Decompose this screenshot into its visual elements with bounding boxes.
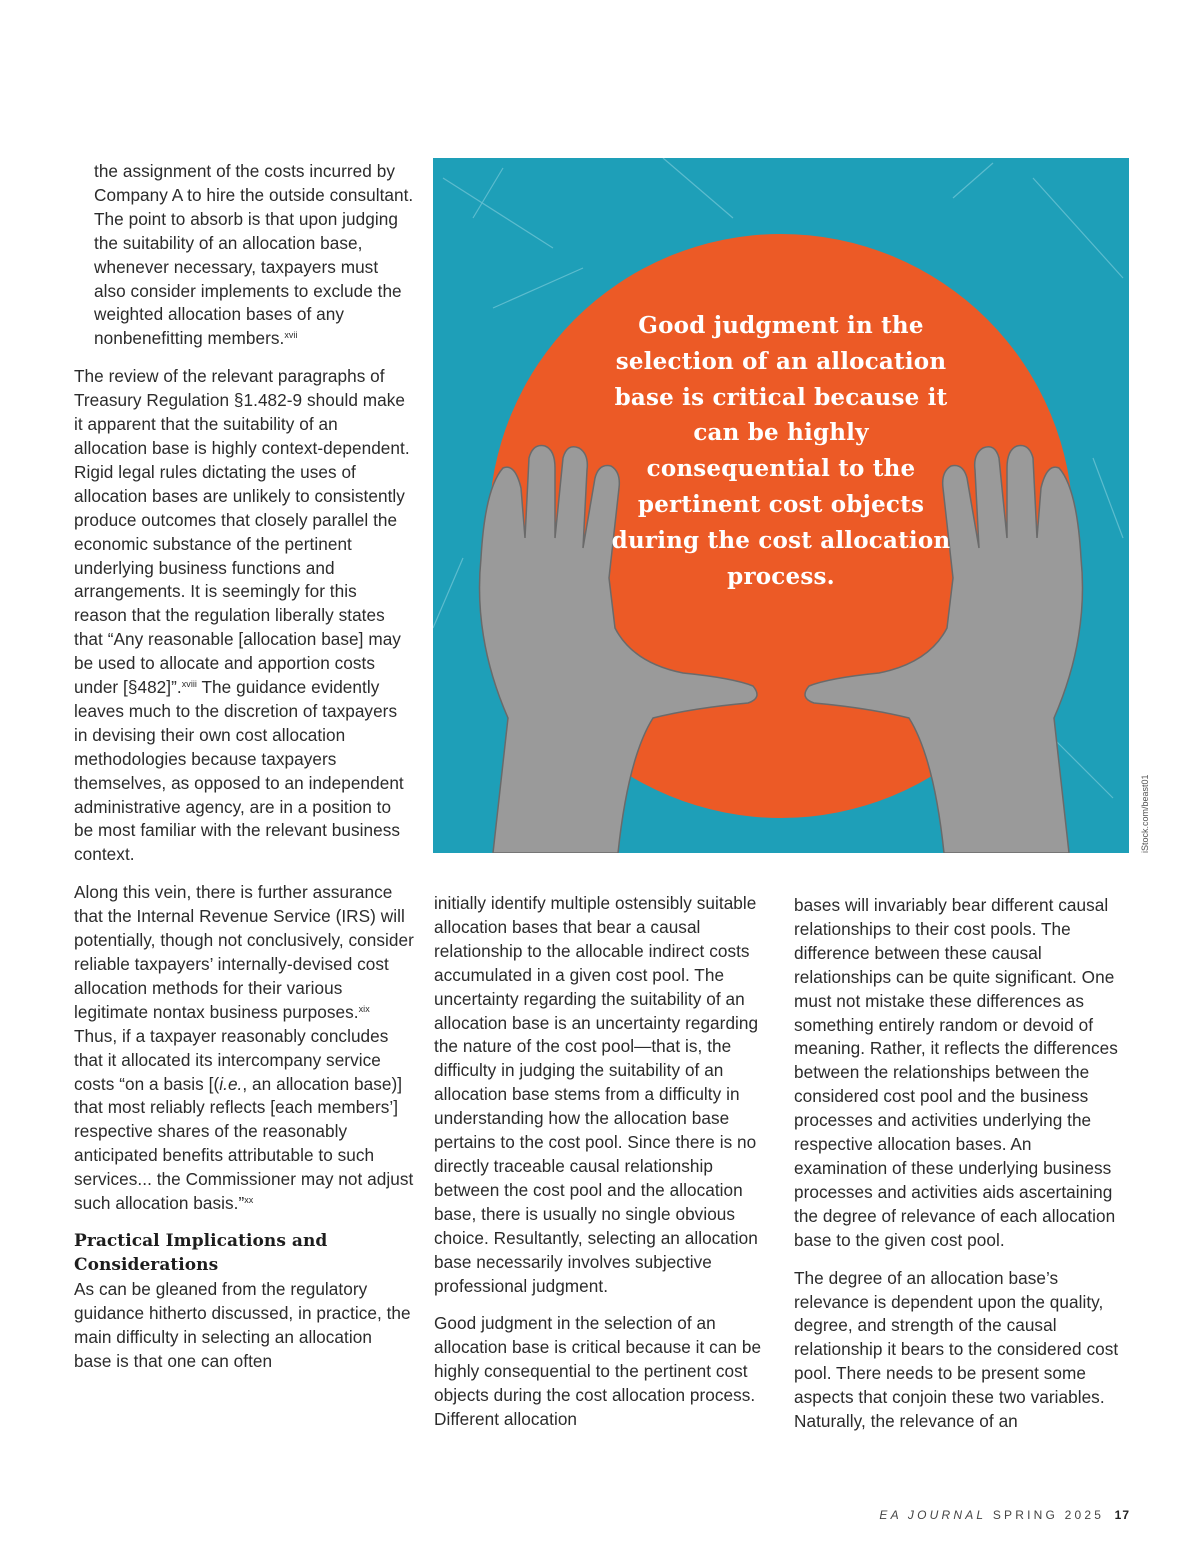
endnote-ref[interactable]: xvii: [284, 330, 298, 341]
endnote-ref[interactable]: xviii: [181, 679, 197, 690]
paragraph: The degree of an allocation base’s relevance is dependent upon the quality, degree, and strength of the causal relationship it bears to the considered cost pool. There needs to be present some aspects that conjoin these two variables. Naturally, the relevance of an: [794, 1267, 1119, 1432]
text-column-1: [74, 160, 414, 1387]
text-column-2: [434, 892, 779, 1446]
magazine-name: EA JOURNAL: [879, 1508, 987, 1522]
endnote-ref[interactable]: xix: [358, 1003, 370, 1014]
issue-label: SPRING 2025: [992, 1508, 1105, 1522]
paragraph: Good judgment in the selection of an allocation base is critical because it can be highly consequential to the pertinent cost objects during the cost allocation process. Different allocation: [434, 1313, 762, 1430]
text-column-3: [794, 894, 1129, 1448]
image-credit: iStock.com/beast01: [1140, 774, 1150, 853]
paragraph: bases will invariably bear different causal relationships to their cost pools. The difference between these causal relationships can be quite significant. One must not mistake these differences as something entirely random or devoid of meaning. Rather, it reflects the differences between the relationships between the considered cost pool and the business processes and activities underlying the respective allocation bases. An examination of these underlying business processes and activities aids ascertaining the degree of relevance of each allocation base to the given cost pool.: [794, 895, 1118, 1250]
section-heading: Practical Implications and Considerations: [74, 1230, 328, 1275]
paragraph: As can be gleaned from the regulatory guidance hitherto discussed, in practice, the main difficulty in selecting an allocation base is that one can often: [74, 1278, 411, 1371]
paragraph: the assignment of the costs incurred by Company A to hire the outside consultant. The point to absorb is that upon judging the suitability of an allocation base, whenever necessary, taxpayers must also consider implements to exclude the weighted allocation bases of any nonbenefitting members.$^{xvii}$: [94, 161, 414, 349]
page-number: 17: [1114, 1508, 1130, 1522]
paragraph: initially identify multiple ostensibly suitable allocation bases that bear a causal relationship to the allocable indirect costs accumulated in a given cost pool. The uncertainty regarding the suitability of an allocation base is an uncertainty regarding the nature of the cost pool—that is, the difficulty in judging the suitability of an allocation base stems from a difficulty in understanding how the allocation base pertains to the cost pool. Since there is no directly traceable causal relationship between the cost pool and the allocation base, there is usually no single obvious choice. Resultantly, selecting an allocation base necessarily involves subjective professional judgment.: [434, 893, 759, 1296]
page-footer: [879, 1508, 1130, 1522]
pull-quote-figure: [433, 158, 1129, 853]
endnote-ref[interactable]: xx: [244, 1195, 254, 1206]
paragraph: Along this vein, there is further assurance that the Internal Revenue Service (IRS) will potentially, though not conclusively, consider reliable taxpayers’ internally-devised cost allocation methods for their various legitimate nontax business purposes.$^{xix}$ Thus, if a taxpayer reasonably concludes that it allocated its intercompany service costs “on a basis [(i.e., an allocation base)] that most reliably reflects [each members’] respective shares of the reasonably anticipated benefits attributable to such services... the Commissioner may not adjust such allocation basis.”$^{xx}$: [74, 882, 414, 1214]
paragraph: The review of the relevant paragraphs of Treasury Regulation §1.482-9 should make it apparent that the suitability of an allocation base is highly context-dependent. Rigid legal rules dictating the uses of allocation bases are unlikely to consistently produce outcomes that closely parallel the economic substance of the pertinent underlying business functions and arrangements. It is seemingly for this reason that the regulation liberally states that “Any reasonable [allocation base] may be used to allocate and apportion costs under [§482]”.$^{xviii}$ The guidance evidently leaves much to the discretion of taxpayers in devising their own cost allocation methodologies because taxpayers themselves, as opposed to an independent administrative agency, are in a position to be most familiar with the relevant business context.: [74, 366, 410, 865]
pull-quote: Good judgment in the selection of an allocation base is critical because it can be highly consequential to the pertinent cost objects during the cost allocation process.: [611, 312, 951, 590]
